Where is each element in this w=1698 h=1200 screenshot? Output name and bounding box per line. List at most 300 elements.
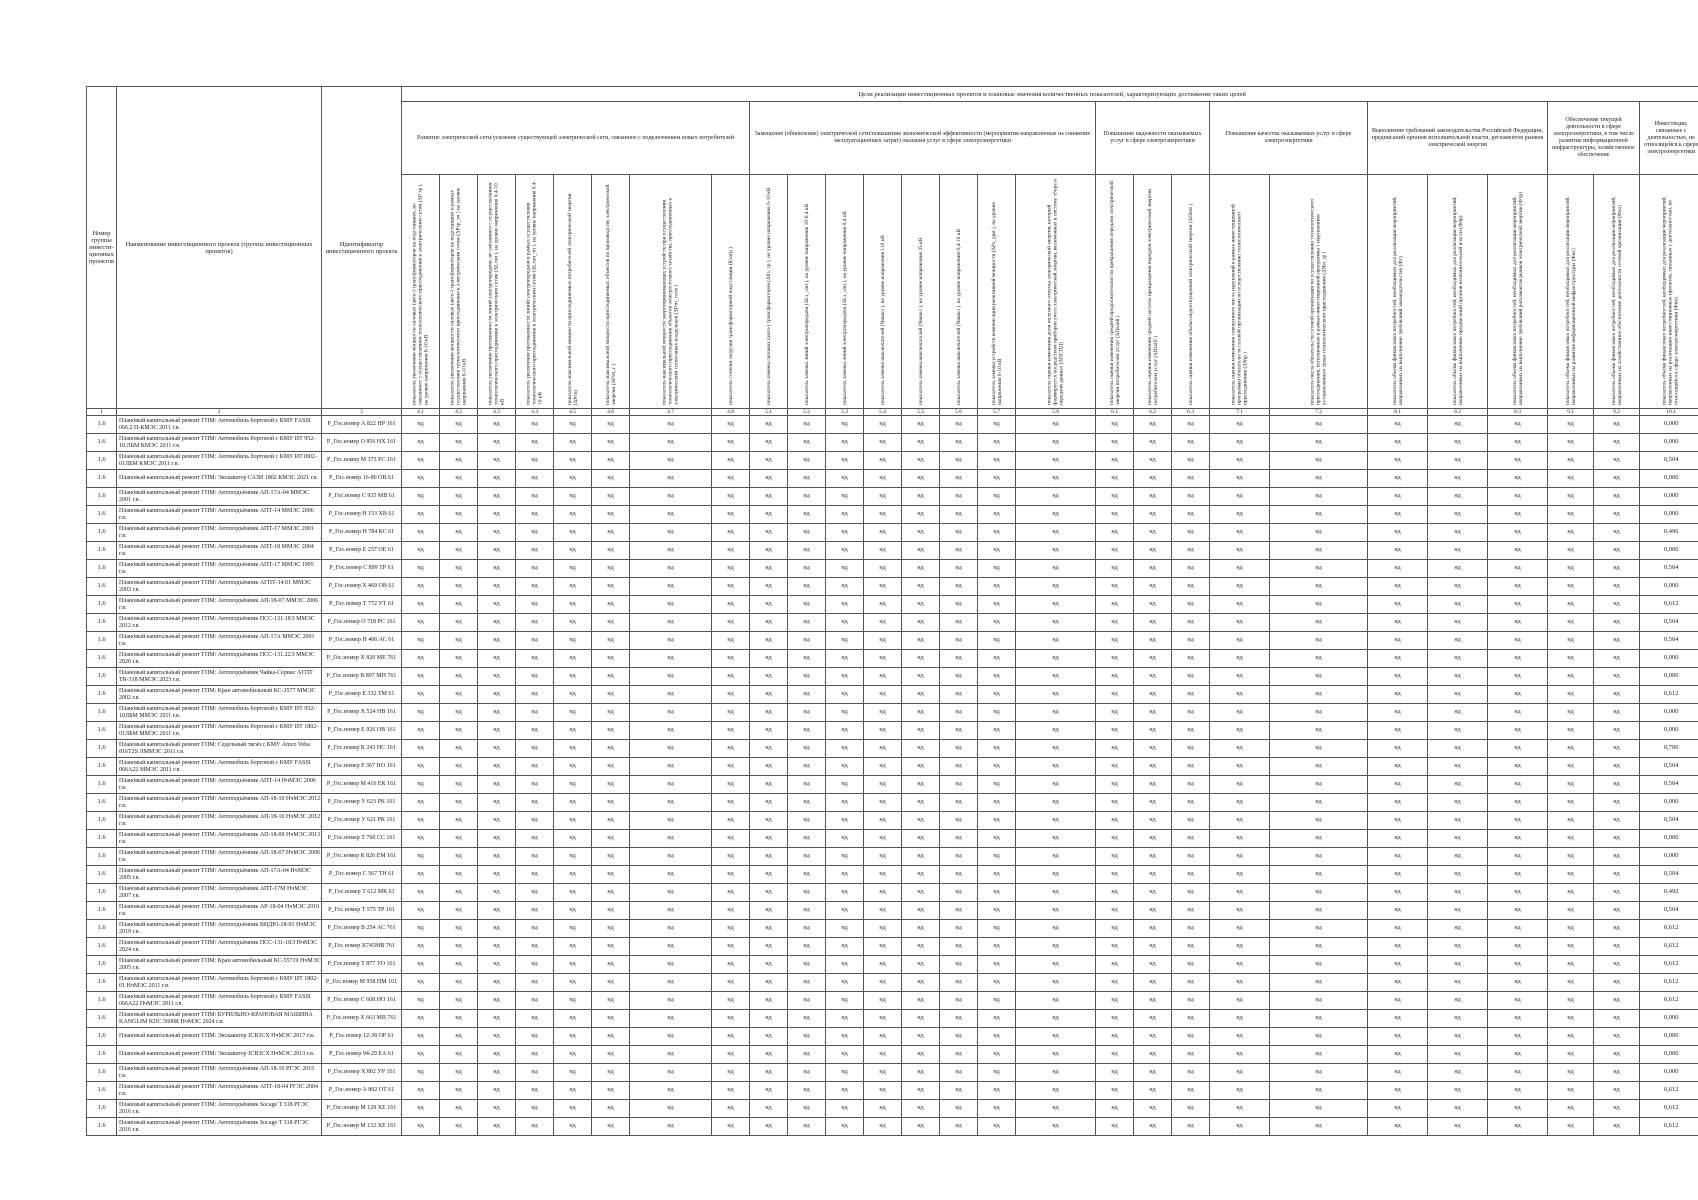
indicator-value-cell: нд [1428,830,1488,848]
indicator-value-cell: нд [1172,794,1210,812]
indicator-value-cell: нд [516,740,554,758]
indicator-value-cell: нд [478,884,516,902]
indicator-value-cell-last: 0,504 [1640,614,1698,632]
indicator-value-cell: нд [826,1064,864,1082]
indicator-value-cell: нд [864,470,902,488]
indicator-value-cell: нд [1594,884,1640,902]
table-row [87,614,1698,632]
indicator-value-cell: нд [592,866,630,884]
indicator-value-cell: нд [1548,434,1594,452]
indicator-value-cell: нд [978,470,1016,488]
indicator-value-cell: нд [1096,920,1134,938]
indicator-value-cell: нд [554,866,592,884]
indicator-value-cell: нд [750,884,788,902]
indicator-value-cell: нд [630,596,712,614]
project-name-cell: Плановый капитальный ремонт ГПМ: Седельный тягач с КМУ Amco Veba 816Т2S ЛММЭС 2011 г.в. [117,740,322,758]
project-identifier-cell: P_Гос.номер Н 406 АС 61 [322,632,402,650]
indicator-value-cell: нд [554,1028,592,1046]
project-identifier-cell: P_Гос.номер Т 772 УТ 61 [322,596,402,614]
indicator-value-cell: нд [940,632,978,650]
group-number-cell: 1.6 [87,974,117,992]
indicator-value-cell: нд [1488,632,1548,650]
indicator-value-cell: нд [1172,632,1210,650]
indicator-value-cell: нд [478,416,516,434]
indicator-value-cell: нд [592,758,630,776]
project-identifier-cell: P_Гос.номер В 897 МН 761 [322,668,402,686]
indicator-value-cell: нд [750,776,788,794]
indicator-value-cell: нд [440,938,478,956]
indicator-value-cell: нд [630,668,712,686]
indicator-value-cell: нд [712,920,750,938]
indicator-value-cell: нд [902,650,940,668]
group-number-cell: 1.6 [87,542,117,560]
indicator-value-cell: нд [1368,650,1428,668]
indicator-value-cell: нд [864,794,902,812]
indicator-value-cell: нд [1368,992,1428,1010]
indicator-value-cell: нд [630,416,712,434]
indicator-value-cell: нд [1172,830,1210,848]
indicator-value-cell: нд [940,668,978,686]
indicator-value-cell: нд [750,434,788,452]
indicator-value-cell: нд [478,812,516,830]
project-identifier-cell: P_Гос.номер М 129 ХЕ 161 [322,1100,402,1118]
indicator-value-cell: нд [940,722,978,740]
indicator-value-cell: нд [1172,1046,1210,1064]
indicator-value-cell: нд [826,938,864,956]
indicator-value-cell: нд [440,758,478,776]
indicator-value-cell: нд [1594,812,1640,830]
indicator-value-cell: нд [750,686,788,704]
indicator-value-cell: нд [1134,542,1172,560]
indicator-value-cell: нд [1134,848,1172,866]
indicator-value-cell: нд [750,632,788,650]
table-row [87,758,1698,776]
indicator-value-cell: нд [516,758,554,776]
indicator-value-cell: нд [1016,740,1096,758]
header-indicator [1594,175,1640,409]
indicator-value-cell: нд [712,560,750,578]
indicator-value-cell: нд [592,1010,630,1028]
indicator-value-cell: нд [902,722,940,740]
indicator-value-cell: нд [788,704,826,722]
indicator-value-cell: нд [788,866,826,884]
indicator-value-cell: нд [592,434,630,452]
group-number-cell: 1.6 [87,704,117,722]
indicator-value-cell-last: 0,000 [1640,722,1698,740]
indicator-value-cell: нд [712,1064,750,1082]
indicator-value-cell: нд [1428,506,1488,524]
indicator-value-cell: нд [440,722,478,740]
indicator-value-cell: нд [402,1082,440,1100]
table-row [87,704,1698,722]
indicator-value-cell: нд [902,974,940,992]
table-row [87,596,1698,614]
indicator-value-cell-last: 0,612 [1640,686,1698,704]
indicator-value-cell: нд [554,704,592,722]
indicator-value-cell: нд [554,1010,592,1028]
indicator-value-cell: нд [440,434,478,452]
indicator-label: показатель увеличения протяженности линий электропередачи в рамках осуществления технологического присоединения к электрическим сетям (ΔLлэп_тп ), на уровне напряжения 0,4-10 кВ [525,180,544,405]
indicator-value-cell: нд [478,470,516,488]
indicator-value-cell: нд [1096,686,1134,704]
indicator-value-cell: нд [1096,668,1134,686]
project-name-cell: Плановый капитальный ремонт ГПМ: Кран автомобильный КС-55719 НчМЭС 2005 г.в. [117,956,322,974]
indicator-value-cell: нд [750,1046,788,1064]
indicator-value-cell: нд [864,542,902,560]
indicator-value-cell: нд [826,560,864,578]
indicator-value-cell: нд [1368,794,1428,812]
indicator-value-cell: нд [630,758,712,776]
indicator-value-cell: нд [1270,758,1368,776]
indicator-value-cell: нд [788,614,826,632]
indicator-value-cell: нд [1210,920,1270,938]
indicator-value-cell: нд [826,1118,864,1136]
indicator-value-cell: нд [1172,1010,1210,1028]
header-goals: Цели реализации инвестиционных проектов и плановые значения количественных показателей, характеризующих достижение таких целей [402,87,1698,102]
indicator-value-cell-last: 0,504 [1640,758,1698,776]
table-row [87,740,1698,758]
indicator-value-cell: нд [978,758,1016,776]
indicator-value-cell: нд [826,830,864,848]
indicator-value-cell: нд [1594,776,1640,794]
indicator-value-cell: нд [630,524,712,542]
indicator-value-cell: нд [402,416,440,434]
indicator-value-cell: нд [592,578,630,596]
indicator-value-cell: нд [1096,848,1134,866]
indicator-value-cell: нд [940,614,978,632]
indicator-value-cell: нд [554,470,592,488]
indicator-value-cell: нд [1172,434,1210,452]
indicator-value-cell: нд [630,740,712,758]
indicator-value-cell: нд [1548,740,1594,758]
indicator-value-cell: нд [1368,1100,1428,1118]
indicator-value-cell: нд [1548,1064,1594,1082]
indicator-value-cell: нд [592,974,630,992]
group-number-cell: 1.6 [87,434,117,452]
indicator-value-cell: нд [1594,1046,1640,1064]
table-row [87,974,1698,992]
header-indicator [402,175,440,409]
indicator-value-cell-last: 0,700 [1640,740,1698,758]
indicator-value-cell: нд [712,632,750,650]
indicator-value-cell: нд [864,866,902,884]
group-number-cell: 1.6 [87,866,117,884]
indicator-value-cell: нд [788,758,826,776]
indicator-value-cell: нд [592,488,630,506]
indicator-value-cell: нд [788,650,826,668]
indicator-value-cell: нд [516,632,554,650]
indicator-value-cell: нд [440,542,478,560]
indicator-value-cell: нд [1210,758,1270,776]
indicator-value-cell: нд [440,884,478,902]
indicator-value-cell: нд [1134,578,1172,596]
indicator-value-cell: нд [826,614,864,632]
project-name-cell: Плановый капитальный ремонт ГПМ: Автоподъёмник АПТ-17 ММЭС 2001 г.в. [117,524,322,542]
indicator-value-cell: нд [1096,884,1134,902]
indicator-value-cell: нд [592,1118,630,1136]
indicator-value-cell: нд [1016,596,1096,614]
indicator-value-cell: нд [826,776,864,794]
indicator-value-cell: нд [1368,704,1428,722]
indicator-value-cell: нд [440,830,478,848]
indicator-value-cell: нд [1270,848,1368,866]
indicator-value-cell: нд [440,668,478,686]
table-row [87,524,1698,542]
indicator-value-cell: нд [1096,596,1134,614]
indicator-value-cell: нд [788,740,826,758]
indicator-value-cell: нд [1594,722,1640,740]
indicator-value-cell: нд [1428,758,1488,776]
indicator-value-cell: нд [1096,488,1134,506]
indicator-value-cell: нд [1172,938,1210,956]
indicator-value-cell: нд [864,704,902,722]
indicator-value-cell: нд [592,884,630,902]
indicator-value-cell: нд [712,668,750,686]
indicator-value-cell: нд [940,758,978,776]
indicator-value-cell: нд [478,902,516,920]
header-goal-group: Повышение надежности оказываемых услуг в сфере электроэнергетики [1096,102,1210,175]
indicator-value-cell: нд [516,794,554,812]
indicator-value-cell: нд [402,452,440,470]
indicator-value-cell: нд [712,506,750,524]
indicator-value-cell: нд [1016,1082,1096,1100]
indicator-value-cell: нд [864,686,902,704]
indicator-value-cell: нд [1368,848,1428,866]
indicator-value-cell: нд [1368,596,1428,614]
indicator-value-cell: нд [1270,866,1368,884]
indicator-value-cell: нд [592,668,630,686]
indicator-value-cell: нд [516,524,554,542]
indicator-value-cell: нд [1548,596,1594,614]
indicator-value-cell: нд [630,578,712,596]
group-number-cell: 1.6 [87,920,117,938]
indicator-value-cell: нд [630,812,712,830]
indicator-value-cell: нд [864,722,902,740]
table-row [87,1010,1698,1028]
indicator-value-cell: нд [902,902,940,920]
project-identifier-cell: P_Гос.номер М 416 ЕК 161 [322,776,402,794]
header-indicator [478,175,516,409]
indicator-value-cell: нд [750,470,788,488]
indicator-value-cell: нд [1488,578,1548,596]
indicator-value-cell-last: 0,612 [1640,1082,1698,1100]
indicator-value-cell: нд [440,416,478,434]
indicator-value-cell: нд [902,758,940,776]
indicator-value-cell: нд [788,920,826,938]
indicator-value-cell: нд [402,488,440,506]
indicator-value-cell: нд [1210,1082,1270,1100]
table-row [87,686,1698,704]
indicator-label: показатель замены силовых (авто-) трансформаторов (ΔPз_тр ), на уровне напряжения 6-10 кВ [765,186,772,405]
indicator-value-cell-last: 0,504 [1640,866,1698,884]
indicator-value-cell: нд [440,560,478,578]
indicator-value-cell: нд [1368,830,1428,848]
indicator-label: показатель замены выключателей (Nвыкл ), на уровне напряжения 110 кВ [879,234,886,405]
indicator-value-cell: нд [516,452,554,470]
indicator-value-cell: нд [402,614,440,632]
indicator-value-cell: нд [1368,452,1428,470]
indicator-value-cell: нд [1488,434,1548,452]
indicator-value-cell: нд [478,830,516,848]
indicator-value-cell: нд [516,560,554,578]
header-project-name: Наименование инвестиционного проекта (группы инвестиционных проектов) [117,87,322,409]
header-column-number: 5.4 [864,409,902,416]
indicator-value-cell: нд [554,722,592,740]
indicator-value-cell: нд [1096,1046,1134,1064]
indicator-value-cell: нд [1594,434,1640,452]
indicator-value-cell: нд [712,542,750,560]
indicator-value-cell: нд [750,920,788,938]
indicator-label: показатель степени загрузки трансформаторной подстанции (Kзагр ) [727,246,734,405]
indicator-value-cell: нд [1428,1118,1488,1136]
indicator-value-cell: нд [478,938,516,956]
group-number-cell: 1.6 [87,668,117,686]
indicator-value-cell: нд [1368,902,1428,920]
indicator-value-cell: нд [592,470,630,488]
project-name-cell: Плановый капитальный ремонт ГПМ: Автоподъёмник Socage T 318 РГЭС 2016 г.в. [117,1118,322,1136]
indicator-value-cell: нд [864,938,902,956]
indicator-value-cell: нд [750,830,788,848]
table-row [87,506,1698,524]
indicator-value-cell: нд [750,740,788,758]
indicator-value-cell: нд [516,722,554,740]
indicator-value-cell: нд [1210,542,1270,560]
indicator-value-cell: нд [478,488,516,506]
indicator-value-cell: нд [592,650,630,668]
indicator-value-cell: нд [1016,956,1096,974]
project-identifier-cell: P_Гос.номер Е 257 ОЕ 61 [322,542,402,560]
indicator-value-cell: нд [516,1118,554,1136]
indicator-value-cell: нд [1016,938,1096,956]
indicator-value-cell: нд [1594,632,1640,650]
indicator-value-cell: нд [478,596,516,614]
indicator-value-cell: нд [826,596,864,614]
indicator-value-cell: нд [902,632,940,650]
indicator-value-cell: нд [554,578,592,596]
indicator-value-cell-last: 0,492 [1640,884,1698,902]
header-indicator [902,175,940,409]
table-row [87,542,1698,560]
indicator-value-cell: нд [940,1064,978,1082]
indicator-value-cell: нд [864,1028,902,1046]
indicator-value-cell: нд [902,1118,940,1136]
indicator-value-cell: нд [1428,938,1488,956]
indicator-value-cell: нд [630,1082,712,1100]
indicator-value-cell: нд [902,578,940,596]
indicator-value-cell: нд [1210,416,1270,434]
indicator-label: показатель максимальной мощности энергопринимающих устройств при осуществлении технологического присоединения объектов электросетевого хозяйства, присоединенных к электрическим сетям иных владельцев (ΔPтп_сети ) [661,197,680,405]
indicator-value-cell: нд [630,614,712,632]
indicator-value-cell: нд [440,1010,478,1028]
project-name-cell: Плановый капитальный ремонт ГПМ: Автомобиль бортовой с КМУ ИТ 1802-01ЛБМ ММЭС 2011 г.в. [117,722,322,740]
indicator-value-cell: нд [478,1046,516,1064]
indicator-value-cell: нд [1488,614,1548,632]
indicator-value-cell: нд [1096,794,1134,812]
indicator-value-cell: нд [1270,902,1368,920]
indicator-value-cell: нд [478,974,516,992]
indicator-value-cell: нд [1270,812,1368,830]
indicator-value-cell: нд [1134,650,1172,668]
indicator-value-cell: нд [516,434,554,452]
indicator-value-cell: нд [1270,884,1368,902]
indicator-value-cell: нд [1210,560,1270,578]
indicator-value-cell: нд [978,776,1016,794]
indicator-value-cell: нд [478,776,516,794]
indicator-value-cell: нд [1428,1010,1488,1028]
indicator-value-cell: нд [1368,884,1428,902]
indicator-value-cell: нд [1488,866,1548,884]
indicator-value-cell: нд [440,452,478,470]
project-name-cell: Плановый капитальный ремонт ГПМ: Автомобиль бортовой с КМУ ИТ1802-01ЛБМ КМЭС 2011 г.в. [117,452,322,470]
indicator-value-cell: нд [592,992,630,1010]
indicator-value-cell: нд [478,722,516,740]
indicator-value-cell: нд [864,578,902,596]
indicator-value-cell: нд [1428,470,1488,488]
indicator-value-cell: нд [1270,974,1368,992]
project-name-cell: Плановый капитальный ремонт ГПМ: Автоподъёмник АП-18-07 НчМЭС 2006 г.в. [117,848,322,866]
indicator-value-cell: нд [402,1100,440,1118]
indicator-value-cell: нд [902,776,940,794]
indicator-value-cell: нд [902,434,940,452]
indicator-value-cell: нд [1134,722,1172,740]
header-indicator [826,175,864,409]
indicator-value-cell: нд [788,722,826,740]
indicator-value-cell: нд [1172,974,1210,992]
indicator-value-cell: нд [788,542,826,560]
indicator-value-cell: нд [554,1100,592,1118]
project-identifier-cell: P_Гос.номер 12-38 ОР 61 [322,1028,402,1046]
indicator-value-cell: нд [1488,848,1548,866]
project-identifier-cell: P_Гос.номер В 254 АС 761 [322,920,402,938]
indicator-value-cell: нд [902,1064,940,1082]
indicator-value-cell: нд [1594,758,1640,776]
indicator-value-cell: нд [1096,902,1134,920]
indicator-value-cell: нд [750,866,788,884]
indicator-value-cell: нд [864,1100,902,1118]
indicator-value-cell: нд [978,920,1016,938]
indicator-value-cell: нд [712,1046,750,1064]
indicator-value-cell: нд [1096,722,1134,740]
indicator-value-cell: нд [864,524,902,542]
indicator-value-cell-last: 0,504 [1640,776,1698,794]
indicator-value-cell: нд [1594,578,1640,596]
project-name-cell: Плановый капитальный ремонт ГПМ: Автомобиль бортовой с КМУ ИТ 1802-01 НчМЭС 2011 г.в. [117,974,322,992]
indicator-value-cell: нд [1488,812,1548,830]
project-name-cell: Плановый капитальный ремонт ГПМ: Автоподъёмник АП-18-10 РГЭС 2015 г.в. [117,1064,322,1082]
indicator-value-cell: нд [978,812,1016,830]
indicator-value-cell: нд [864,956,902,974]
indicator-value-cell: нд [978,434,1016,452]
indicator-value-cell: нд [1368,776,1428,794]
indicator-value-cell: нд [1134,884,1172,902]
indicator-value-cell: нд [592,506,630,524]
indicator-value-cell-last: 0,000 [1640,416,1698,434]
indicator-value-cell: нд [940,1118,978,1136]
header-indicator [1428,175,1488,409]
indicator-value-cell: нд [1096,614,1134,632]
indicator-value-cell: нд [478,1100,516,1118]
indicator-value-cell: нд [1210,650,1270,668]
indicator-value-cell: нд [1488,1064,1548,1082]
indicator-value-cell: нд [630,686,712,704]
indicator-value-cell-last: 0,000 [1640,1010,1698,1028]
indicator-value-cell: нд [788,1010,826,1028]
indicator-value-cell: нд [1488,758,1548,776]
indicator-value-cell: нд [864,1082,902,1100]
indicator-value-cell: нд [826,470,864,488]
indicator-value-cell: нд [864,830,902,848]
indicator-value-cell: нд [440,524,478,542]
